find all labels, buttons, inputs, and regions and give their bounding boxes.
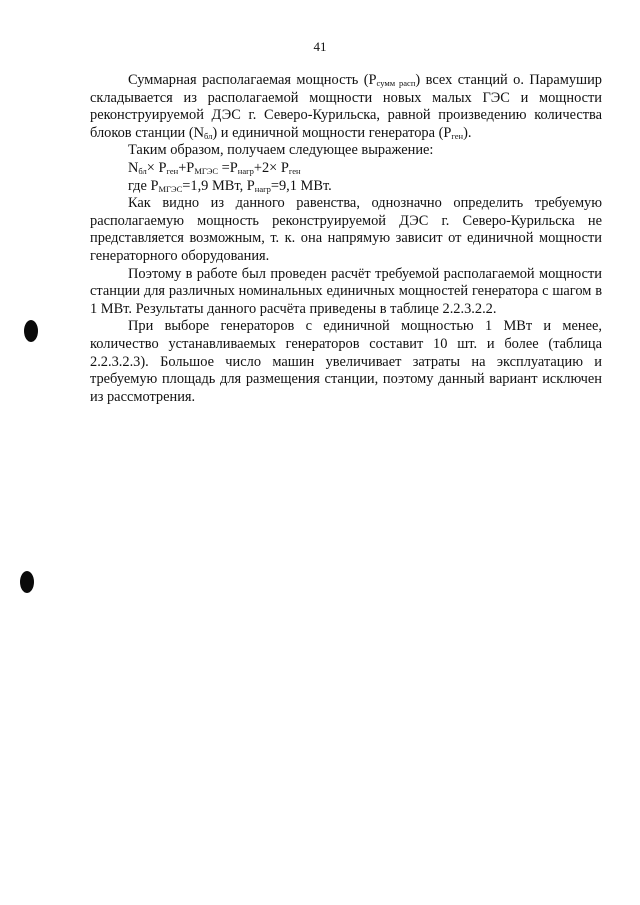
- subscript: бл: [204, 130, 213, 141]
- subscript: нагр: [254, 183, 271, 194]
- subscript: бл: [138, 165, 147, 176]
- equation-definitions: [90, 178, 602, 196]
- equation-term: =P: [218, 159, 238, 176]
- document-body: [90, 72, 602, 406]
- subscript: МГЭС: [158, 183, 183, 194]
- paragraph-equality-analysis: Как видно из данного равенства, однозначно определить требуемую располагаемую мощность реконструируемой ДЭС г. Северо-Курильска не представляется возможным, т. к. она напрямую зависит от единичной мощности генераторного оборудования.: [90, 195, 602, 264]
- page-number: 41: [313, 39, 327, 54]
- equation-balance: [90, 160, 602, 178]
- equation-term: +2× P: [253, 159, 289, 176]
- text-run: ) и единичной мощности генератора (P: [212, 124, 452, 141]
- equation-term: где P: [128, 177, 159, 194]
- subscript: нагр: [237, 165, 254, 176]
- text-run: Суммарная располагаемая мощность (P: [128, 72, 377, 88]
- paragraph-total-power: [90, 72, 602, 142]
- subscript: сумм расп: [376, 78, 416, 88]
- subscript: МГЭС: [194, 165, 219, 176]
- subscript: ген: [451, 130, 464, 141]
- paragraph-calculation: Поэтому в работе был проведен расчёт требуемой располагаемой мощности станции для различных номинальных единичных мощностей генератора с шагом в 1 МВт. Результаты данного расчёта приведены в таблице 2.2.3.2.2.: [90, 265, 602, 317]
- paragraph-expression-intro: Таким образом, получаем следующее выражение:: [128, 142, 434, 159]
- equation-term: N: [128, 159, 139, 176]
- equation-term: +P: [178, 159, 195, 176]
- punch-hole-mark: [24, 320, 38, 342]
- text-run: ) всех станций о. Парамушир складывается из располагаемой мощности новых малых ГЭС и мощности реконструируемой ДЭС г. Северо-Курильска, равной произведению количества блоков станции (N: [90, 72, 603, 141]
- equation-term: =9,1 МВт.: [270, 177, 332, 194]
- paragraph-generator-choice: При выборе генераторов с единичной мощностью 1 МВт и менее, количество устанавливаемых генераторов составит 10 шт. и более (таблица 2.2.3.2.3). Большое число машин увеличивает затраты на эксплуатацию и требуемую площадь для размещения станции, поэтому данный вариант исключен из рассмотрения.: [90, 318, 602, 405]
- subscript: ген: [166, 165, 179, 176]
- text-run: ).: [463, 124, 472, 141]
- punch-hole-mark: [20, 571, 34, 593]
- equation-term: =1,9 МВт, P: [182, 177, 255, 194]
- equation-term: × P: [146, 159, 167, 176]
- subscript: ген: [288, 165, 301, 176]
